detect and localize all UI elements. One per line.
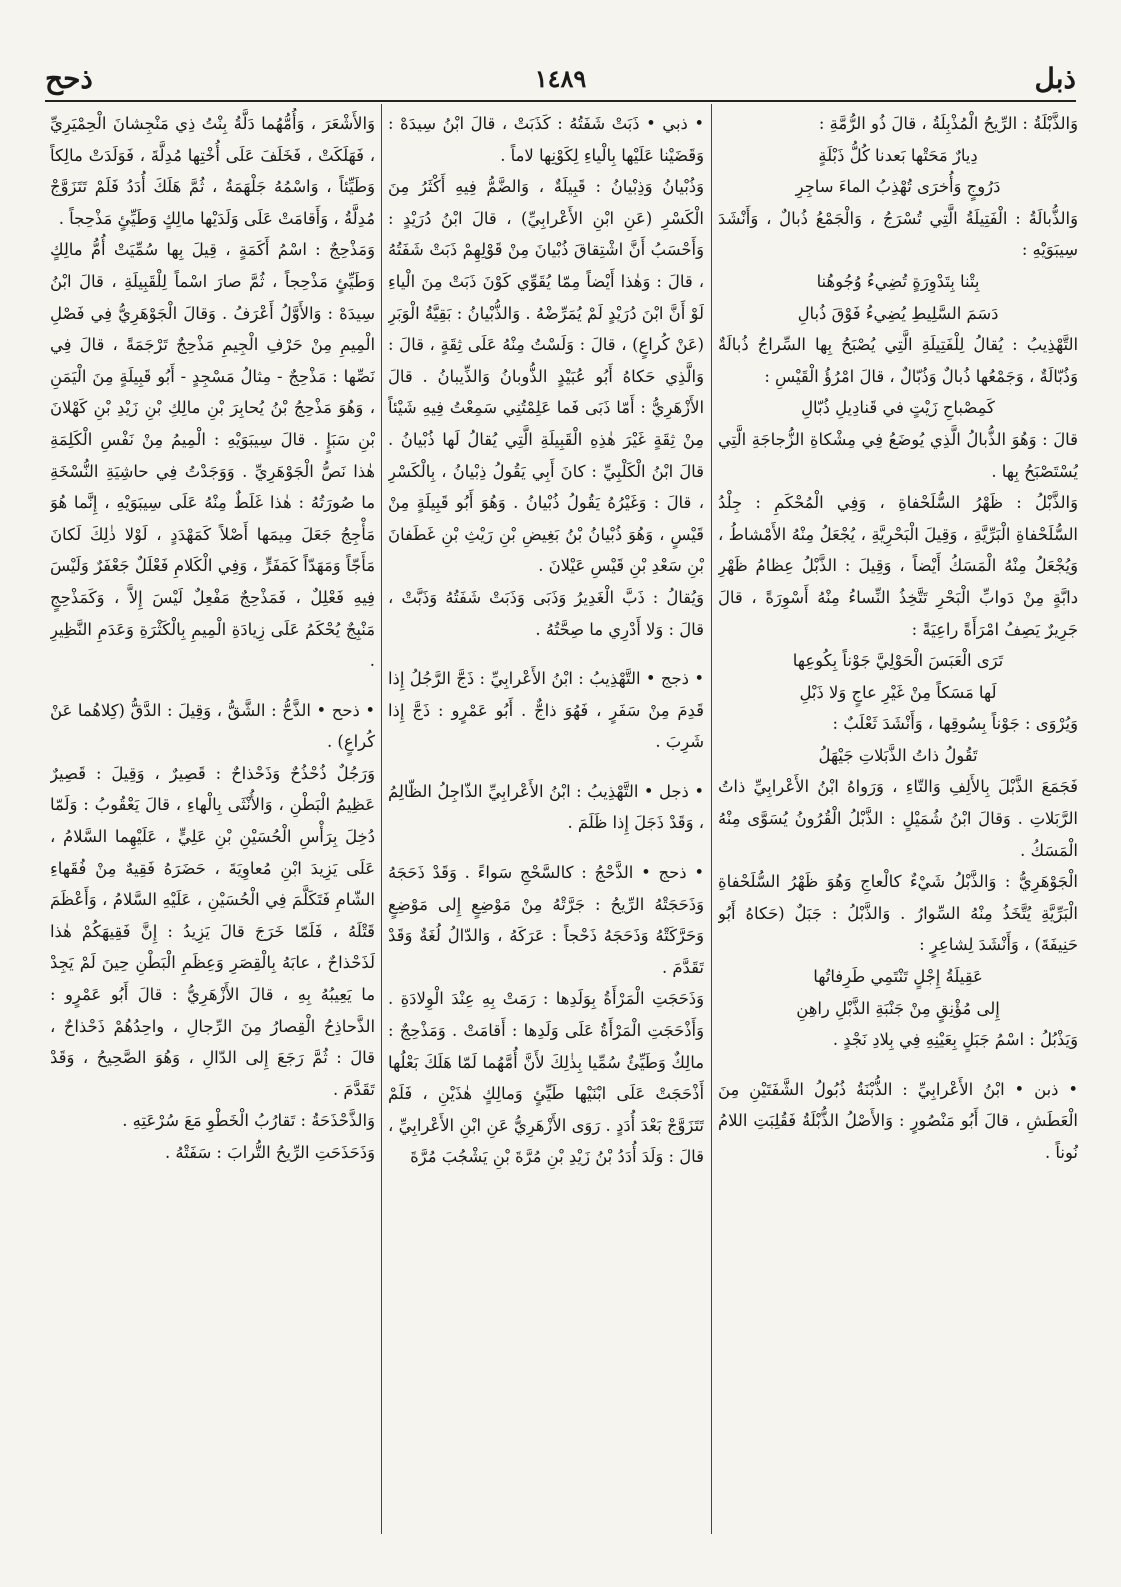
text-paragraph: • ذبي • ذَبَتْ شَفَتُهُ : كَذَبَتْ ، قالَ ابْنُ سِيدَهْ : وَقَضَيْنا عَلَيْها بِالْياءِ لِكَوْنِها لاماً . xyxy=(388,114,704,165)
text-paragraph: وَالذُّبالَةُ : الْفَتِيلَةُ الَّتِي تُسْرَجُ ، وَالْجَمْعُ ذُبالٌ ، وَأَنْشَدَ سِيبَوَيْهِ : xyxy=(718,208,1078,260)
text-paragraph: وَيُرْوَى : جَوْناً بِسُوقِها ، وَأَنْشَدَ ثَعْلَبٌ : xyxy=(832,714,1078,734)
header-root-right: ذبل xyxy=(1034,62,1076,95)
text-paragraph: فَجَمَعَ الذَّبْلَ بِالأَلِفِ وَالتّاءِ ، وَرَواهُ ابْنُ الأَعْرابِيِّ ذاتُ الرَّبَلاتِ . وَقالَ ابْنُ شُمَيْلٍ : الذَّبْلُ الْقُرُونُ يُسَوَّى مِنْهُ الْمَسَكُ . xyxy=(718,777,1078,860)
text-paragraph: وَالأَشْعَرَ ، وَأُمُّهُما دَلَّةُ بِنْتُ ذِي مَنْجِشانَ الْحِمْيَرِيِّ ، فَهَلَكَتْ ، فَخَلَفَ عَلَى أُخْتِها مُدِلَّةَ ، فَوَلَدَتْ مالِكاً وَطَيِّئاً ، وَاسْمُهُ جَلْهَمَةُ ، ثُمَّ هَلَكَ أُدَدُ فَلَمْ تَتَزَوَّجْ مُدِلَّةُ ، وَأَقامَتْ عَلَى وَلَدَيْها مالِكٍ وَطَيِّئٍ مَذْحِجاً . xyxy=(50,114,375,228)
text-paragraph: الْجَوْهَرِيُّ : وَالذَّبْلُ شَيْءٌ كالْعاجِ وَهُوَ ظَهْرُ السُّلَحْفاةِ الْبَرِّيَّةِ يُتَّخَذُ مِنْهُ السِّوارُ . وَالذَّبْلُ : جَبَلٌ (حَكاهُ أَبُو حَنِيفَةَ) ، وَأَنْشَدَ لِشاعِرٍ : xyxy=(718,872,1078,955)
verse-line: دَرُوجٍ وَأُخرَى تُهْذِبُ الماءَ ساجِرِ xyxy=(795,177,1001,197)
verse-line: تَقُولُ ذاتُ الذَّبَلاتِ جَيْهَلُ xyxy=(818,745,978,765)
text-paragraph: وَالذَّبْلُ : ظَهْرُ السُّلَحْفاةِ ، وَفِي الْمُحْكَمِ : جِلْدُ السُّلَحْفاةِ الْبَرِّيَّةِ ، وَقِيلَ الْبَحْرِيَّةِ ، يُجْعَلُ مِنْهُ الأَمْشاطُ ، وَيُجْعَلُ مِنْهُ الْمَسَكُ أَيْضاً ، وَقِيلَ : الذَّبْلُ عِظامُ ظَهْرِ دابَّةٍ مِنْ دَوابِّ الْبَحْرِ تَتَّخِذُ النِّساءُ مِنْهُ أَسْوِرَةً ، قالَ جَرِيرٌ يَصِفُ امْرَأَةً راعِيَةً : xyxy=(718,493,1078,639)
entry-paragraph: • ذحح • الذَّحُّ : الشَّقُّ ، وَقِيلَ : الدَّقُّ (كِلاهُما عَنْ كُراعٍ) . xyxy=(50,700,375,752)
text-paragraph: وَذُبْيانُ وَذِبْيانُ : قَبِيلَةٌ ، وَالضَّمُّ فِيهِ أَكْثَرُ مِنَ الْكَسْرِ (عَنِ ابْنِ الأَعْرابِيِّ) ، قالَ ابْنُ دُرَيْدٍ : وَأَحْسَبُ أَنَّ اشْتِقاقَ ذُبْيانَ مِنْ قَوْلِهِمْ ذَبَتْ شَفَتُهُ ، قالَ : وَهٰذا أَيْضاً مِمّا يُقَوِّي كَوْنَ ذَبَتْ مِنَ الْياءِ لَوْ أَنَّ ابْنَ دُرَيْدٍ لَمْ يُمَرِّضْهُ . وَالذُّبْيانُ : بَقِيَّةُ الْوَبَرِ (عَنْ كُراعٍ) ، قالَ : وَلَسْتُ مِنْهُ عَلَى ثِقَةٍ ، قالَ : وَالَّذِي حَكاهُ أَبُو عُبَيْدٍ الذُّوبانُ وَالذِّيبانُ . قالَ الأَزْهَرِيُّ : أَمّا ذَبَى فَما عَلِمْتُنِي سَمِعْتُ فِيهِ شَيْئاً مِنْ ثِقَةٍ غَيْرَ هٰذِهِ الْقَبِيلَةِ الَّتِي يُقالُ لَها ذُبْيانُ . قالَ ابْنُ الْكَلْبِيِّ : كانَ أَبِي يَقُولُ ذِبْيانُ ، بِالْكَسْرِ ، قالَ : وَغَيْرُهُ يَقُولُ ذُبْيانُ . وَهُوَ أَبُو قَبِيلَةٍ مِنْ قَيْسٍ ، وَهُوَ ذُبْيانُ بْنُ بَغِيضِ بْنِ رَيْثِ بْنِ غَطَفانَ بْنِ سَعْدِ بْنِ قَيْسِ عَيْلانَ . xyxy=(388,177,704,576)
verse-line: كَمِصْباحِ زَيْتٍ في قَنادِيلِ ذُبّالِ xyxy=(801,398,995,418)
text-paragraph: وَذَحَجَتِ الْمَرْأَةُ بِوَلَدِها : رَمَتْ بِهِ عِنْدَ الْوِلادَةِ . وَأَذْحَجَتِ الْمَرْأَةُ عَلَى وَلَدِها : أَقامَتْ . وَمَذْحِجٌ : مالِكٌ وَطَيِّئٌ سُمِّيا بِذٰلِكَ لأَنَّ أُمَّهُما لَمّا هَلَكَ بَعْلُها أَذْحَجَتْ عَلَى ابْنَيْها طَيِّئٍ وَمالِكٍ هٰذَيْنِ ، فَلَمْ تَتَزَوَّجْ بَعْدَ أُدَدٍ . رَوَى الأَزْهَرِيُّ عَنِ ابْنِ الأَعْرابِيِّ ، قالَ : وَلَدَ أُدَدُ بْنُ زَيْدِ بْنِ مُرَّةَ بْنِ يَشْجُبَ مُرَّةَ xyxy=(388,989,704,1167)
entry-paragraph: • ذجل • التَّهْذِيبُ : ابْنُ الأَعْرابِيِّ الذّاجِلُ الظّالِمُ ، وَقَدْ ذَجَلَ إِذا ظَلَمَ . xyxy=(388,781,704,833)
verse-line: لَها مَسَكاً مِنْ غَيْرِ عاجٍ وَلا ذَبْلِ xyxy=(799,682,997,702)
verse-line: دَسَمَ السَّلِيطِ يُضِيءُ فَوْقَ ذُبالِ xyxy=(797,303,999,323)
text-paragraph: قالَ : وَهُوَ الذُّبالُ الَّذِي يُوضَعُ فِي مِشْكاةِ الزُّجاجَةِ الَّتِي يُسْتَصْبَحُ بِها . xyxy=(718,429,1078,481)
text-paragraph: وَيَذْبُلُ : اسْمُ جَبَلٍ بِعَيْنِهِ فِي بِلادِ نَجْدٍ . xyxy=(832,1030,1078,1050)
text-paragraph: وَالذَّحْذَحَةُ : تَقارُبُ الْخَطْوِ مَعَ سُرْعَتِهِ . xyxy=(122,1111,375,1131)
column-divider xyxy=(711,104,712,1534)
text-column-right xyxy=(718,108,1078,1548)
entry-paragraph: • ذجج • التَّهْذِيبُ : ابْنُ الأَعْرابِيِّ : ذَجَّ الرَّجُلُ إِذا قَدِمَ مِنْ سَفَرٍ ، فَهُوَ ذاجٌّ . أَبُو عَمْرٍو : ذَجَّ إِذا شَرِبَ . xyxy=(388,669,704,752)
text-column-middle xyxy=(388,108,704,1548)
verse-line: إِلى مُؤْنِقٍ مِنْ جَنْبَةِ الذَّبْلِ راهِنِ xyxy=(796,998,1000,1018)
verse-line: عَقِيلَةُ إِجْلٍ تَنْتَمِي طَرِفاتُها xyxy=(813,967,983,987)
verse-line: دِيارٌ مَحَتْها بَعدنا كُلُّ ذَبْلَةٍ xyxy=(818,145,978,165)
text-paragraph: وَيُقالُ : ذَبَّ الْغَدِيرُ وَذَبَى وَذَبَتْ شَفَتُهُ وَذَبَّتْ ، قالَ : وَلا أَدْرِي ما صِحَّتُهُ . xyxy=(388,587,704,639)
page-header xyxy=(45,58,1076,102)
verse-line: تَرَى الْعَبَسَ الْحَوْلِيَّ جَوْناً بِكُوعِها xyxy=(792,651,1004,671)
column-divider xyxy=(381,104,382,1534)
text-paragraph: وَالذَّبْلَةُ : الرِّيحُ الْمُذْبِلَةُ ، قالَ ذُو الرُّمَّةِ : xyxy=(818,114,1078,133)
text-paragraph: وَمَذْحِجٌ : اسْمُ أَكَمَةٍ ، قِيلَ بِها سُمِّيَتْ أُمُّ مالِكٍ وَطَيِّئٍ مَذْحِجاً ، ثُمَّ صارَ اسْماً لِلْقَبِيلَةِ ، قالَ ابْنُ سِيدَهْ : وَالأَوَّلُ أَعْرَفُ . وَقالَ الْجَوْهَرِيُّ فِي فَصْلِ الْمِيمِ مِنْ حَرْفِ الْجِيمِ مَذْحِجٌ تَرْجَمَةً ، قالَ فِي نَصِّها : مَذْحِجٌ - مِثالُ مَسْجِدٍ - أَبُو قَبِيلَةٍ مِنَ الْيَمَنِ ، وَهُوَ مَذْحِجُ بْنُ يُحابِرَ بْنِ مالِكِ بْنِ زَيْدِ بْنِ كَهْلانَ بْنِ سَبَإٍ . قالَ سِيبَوَيْهِ : الْمِيمُ مِنْ نَفْسِ الْكَلِمَةِ هٰذا نَصُّ الْجَوْهَرِيِّ . وَوَجَدْتُ فِي حاشِيَةِ النُّسْخَةِ ما صُورَتُهُ : هٰذا غَلَطٌ مِنْهُ عَلَى سِيبَوَيْهِ ، إِنَّما هُوَ مَأْجِجُ جَعَلَ مِيمَها أَصْلاً كَمَهْدَدٍ ، لَوْلا ذٰلِكَ لَكانَ مَأَجّاً وَمَهَدّاً كَمَفَرٍّ ، وَفِي الْكَلامِ فَعْلَلٌ جَعْفَرٌ وَلَيْسَ فِيهِ فَعْلِلٌ ، فَمَذْحِجٌ مَفْعِلٌ لَيْسَ إِلاَّ ، وَكَمَذْحِجٍ مَنْبِجٌ يُحْكَمُ عَلَى زِيادَةِ الْمِيمِ بِالْكَثْرَةِ وَعَدَمِ النَّظِيرِ . xyxy=(50,240,375,671)
entry-paragraph: • ذحج • الذَّحْجُ : كالسَّحْجِ سَواءً . وَقَدْ ذَحَجَهُ وَذَحَجَتْهُ الرِّيحُ : جَرَّتْهُ مِنْ مَوْضِعٍ إِلى مَوْضِعٍ وَحَرَّكَتْهُ وَذَحَجَهُ ذَحْجاً : عَرَكَهُ ، وَالدّالُ لُغَةٌ وَقَدْ تَقَدَّمَ . xyxy=(388,863,704,977)
verse-line: بِتْنا بِتَدْوِرَةٍ تُضِيءُ وُجُوهُنا xyxy=(816,271,980,291)
entry-paragraph: • ذبن • ابْنُ الأَعْرابِيِّ : الذُّبْنَةُ ذُبُولُ الشَّفَتَيْنِ مِنَ الْعَطَشِ ، قالَ أَبُو مَنْصُورٍ : وَالأَصْلُ الذُّبْلَةُ فَقُلِبَتِ اللامُ نُوناً . xyxy=(718,1079,1078,1162)
text-column-left xyxy=(50,108,375,1548)
page-number: ١٤٨٩ xyxy=(534,64,587,93)
text-paragraph: التَّهْذِيبُ : يُقالُ لِلْفَتِيلَةِ الَّتِي يُصْبَحُ بِها السِّراجُ ذُبالَةٌ وَذُبّالَةٌ ، وَجَمْعُها ذُبالٌ وَذُبّالٌ ، قالَ امْرُؤُ الْقَيْسِ : xyxy=(718,335,1078,386)
text-paragraph: وَذَحَذَحَتِ الرِّيحُ التُّرابَ : سَفَتْهُ . xyxy=(165,1143,375,1162)
header-root-left: ذحح xyxy=(45,62,93,95)
text-paragraph: وَرَجُلٌ ذُحْذُحٌ وَذَحْذاحٌ : قَصِيرٌ ، وَقِيلَ : قَصِيرٌ عَظِيمُ الْبَطْنِ ، وَالأُنْثَى بِالْهاءِ ، قالَ يَعْقُوبُ : وَلَمّا دُخِلَ بِرَأْسِ الْحُسَيْنِ بْنِ عَلِيٍّ ، عَلَيْهِما السَّلامُ ، عَلَى يَزِيدَ ابْنِ مُعاوِيَةَ ، حَضَرَهُ فَقِيهٌ مِنْ فُقَهاءِ الشّامِ فَتَكَلَّمَ فِي الْحُسَيْنِ ، عَلَيْهِ السَّلامُ ، وَأَعْظَمَ قَتْلَهُ ، فَلَمّا خَرَجَ قالَ يَزِيدُ : إِنَّ فَقِيهَكُمْ هٰذا لَذَحْذاحٌ ، عابَهُ بِالْقِصَرِ وَعِظَمِ الْبَطْنِ حِينَ لَمْ يَجِدْ ما يَعِيبُهُ بِهِ ، قالَ الأَزْهَرِيُّ : قالَ أَبُو عَمْرٍو : الذَّحاذِحُ الْقِصارُ مِنَ الرِّجالِ ، واحِدُهُمْ ذَحْذاحٌ ، قالَ : ثُمَّ رَجَعَ إِلى الدّالِ ، وَهُوَ الصَّحِيحُ ، وَقَدْ تَقَدَّمَ . xyxy=(50,763,375,1099)
